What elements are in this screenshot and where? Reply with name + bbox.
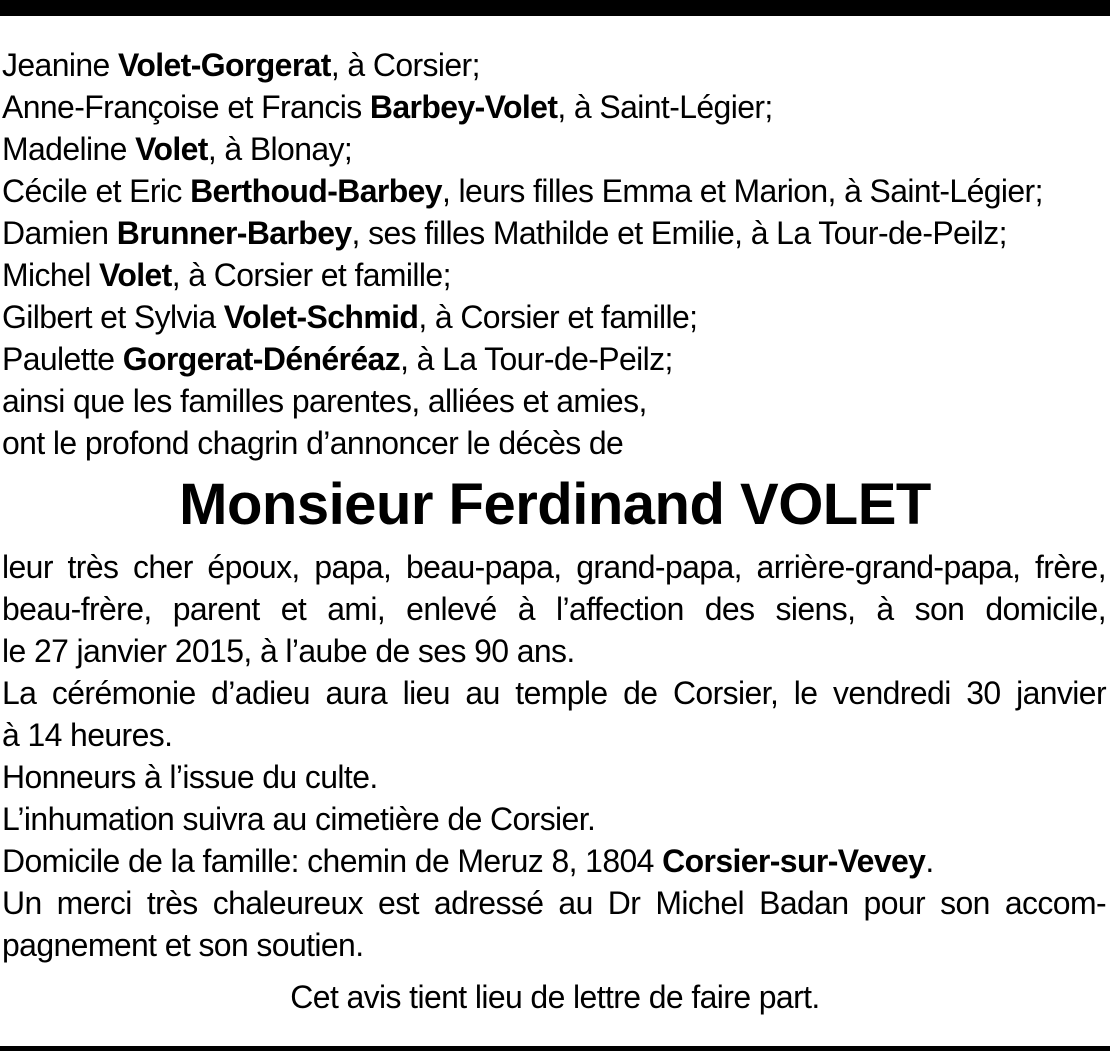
domicile-period: . (925, 843, 934, 879)
family-location: , ses filles Mathilde et Emilie, à La Tour-de-Peilz; (351, 215, 1007, 251)
family-given-names: Madeline (2, 131, 136, 167)
burial-line: L’inhumation suivra au cimetière de Corsier. (2, 801, 596, 837)
family-location: , à La Tour-de-Peilz; (400, 341, 673, 377)
family-surname: Brunner-Barbey (116, 215, 352, 251)
ceremony-time-line: à 14 heures. (2, 717, 173, 753)
obituary-notice (0, 44, 1110, 1018)
body-line: beau-frère, parent et ami, enlevé à l’affection des siens, à son domicile, (2, 591, 1106, 627)
family-location: , leurs filles Emma et Marion, à Saint-Légier; (441, 173, 1043, 209)
family-given-names: Michel (2, 257, 99, 293)
family-line (2, 338, 1106, 380)
family-line (2, 86, 1106, 128)
family-surname: Volet-Gorgerat (117, 47, 331, 83)
family-given-names: Cécile et Eric (2, 173, 191, 209)
honours-line: Honneurs à l’issue du culte. (2, 759, 378, 795)
family-surname: Gorgerat-Dénéréaz (122, 341, 401, 377)
family-surname: Volet (135, 131, 208, 167)
thanks-line: pagnement et son soutien. (2, 927, 364, 963)
family-line (2, 44, 1106, 86)
family-location: , à Corsier et famille; (418, 299, 698, 335)
family-location: , à Blonay; (207, 131, 353, 167)
family-given-names: Paulette (2, 341, 123, 377)
family-line (2, 212, 1106, 254)
bottom-rule (0, 1046, 1110, 1051)
family-surname: Volet (98, 257, 172, 293)
body-line: le 27 janvier 2015, à l’aube de ses 90 ans. (2, 633, 575, 669)
family-given-names: Damien (2, 215, 117, 251)
family-given-names: Anne-Françoise et Francis (2, 89, 370, 125)
deceased-name: Monsieur Ferdinand VOLET (179, 472, 931, 537)
family-line (2, 254, 1106, 296)
body-line: leur très cher époux, papa, beau-papa, grand-papa, arrière-grand-papa, frère, (2, 549, 1106, 585)
family-location: , à Saint-Légier; (557, 89, 773, 125)
family-line (2, 128, 1106, 170)
top-rule (0, 0, 1110, 16)
family-given-names: Jeanine (2, 47, 118, 83)
thanks-line: Un merci très chaleureux est adressé au Dr Michel Badan pour son accom- (2, 885, 1106, 921)
intro-line: ont le profond chagrin d’annoncer le décès de (2, 425, 624, 461)
domicile-address: Domicile de la famille: chemin de Meruz 8, 1804 (2, 843, 663, 879)
family-list (2, 44, 1108, 380)
ceremony-line: La cérémonie d’adieu aura lieu au temple de Corsier, le vendredi 30 janvier (2, 675, 1106, 711)
intro-line: ainsi que les familles parentes, alliées et amies, (2, 383, 647, 419)
closing-note: Cet avis tient lieu de lettre de faire part. (290, 979, 820, 1015)
family-location: , à Corsier et famille; (171, 257, 451, 293)
domicile-line (2, 840, 1106, 882)
family-location: , à Corsier; (330, 47, 480, 83)
family-surname: Berthoud-Barbey (190, 173, 442, 209)
family-line (2, 170, 1106, 212)
domicile-town: Corsier-sur-Vevey (662, 843, 926, 879)
family-line (2, 296, 1106, 338)
family-surname: Volet-Schmid (223, 299, 419, 335)
family-given-names: Gilbert et Sylvia (2, 299, 224, 335)
family-surname: Barbey-Volet (369, 89, 558, 125)
